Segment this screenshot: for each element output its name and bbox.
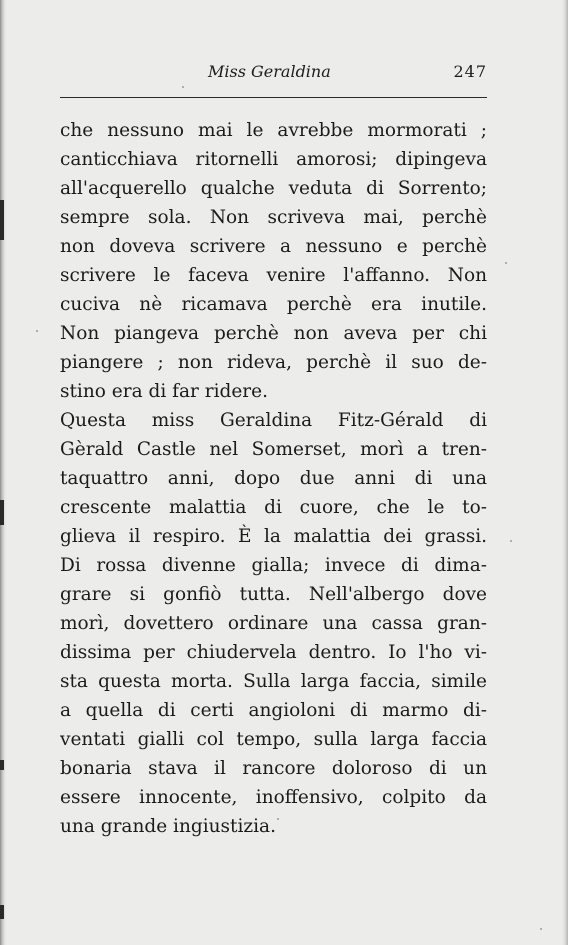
- text-line: bonaria stava il rancore doloroso di un: [60, 758, 487, 779]
- text-line: crescente malattia di cuore, che le to-: [60, 497, 487, 518]
- text-line: cuciva nè ricamava perchè era inutile.: [60, 294, 487, 315]
- text-line: scrivere le faceva venire l'affanno. Non: [60, 265, 487, 286]
- page-header: [60, 60, 487, 90]
- page-number: 247: [453, 62, 487, 81]
- text-line: sempre sola. Non scriveva mai, perchè: [60, 207, 487, 228]
- page-edge-mark: [0, 760, 4, 770]
- text-line: glieva il respiro. È la malattia dei grassi.: [60, 526, 487, 547]
- page-right-edge: [562, 0, 568, 945]
- text-line: grare si gonfiò tutta. Nell'albergo dove: [60, 584, 487, 605]
- text-line: Di rossa divenne gialla; invece di dima-: [60, 555, 487, 576]
- running-title: Miss Geraldina: [208, 62, 331, 81]
- page-left-edge: [0, 0, 6, 945]
- paper-speck: [36, 330, 38, 332]
- paper-speck: [182, 86, 184, 88]
- text-line: morì, dovettero ordinare una cassa gran-: [60, 613, 487, 634]
- text-line: essere innocente, inoffensivo, colpito da: [60, 787, 487, 808]
- text-line: all'acquerello qualche veduta di Sorrento;: [60, 178, 487, 199]
- text-line: canticchiava ritornelli amorosi; dipingeva: [60, 149, 487, 170]
- text-line: sta questa morta. Sulla larga faccia, simile: [60, 671, 487, 692]
- text-line: Non piangeva perchè non aveva per chi: [60, 323, 487, 344]
- page-edge-mark: [0, 905, 4, 919]
- paragraph: [60, 116, 487, 406]
- paper-speck: [540, 928, 542, 930]
- text-line: stino era di far ridere.: [60, 381, 268, 402]
- paper-speck: [277, 818, 279, 820]
- paper-speck: [510, 540, 512, 542]
- header-rule: [60, 97, 487, 98]
- text-line: a quella di certi angioloni di marmo di-: [60, 700, 487, 721]
- text-line: ventati gialli col tempo, sulla larga faccia: [60, 729, 487, 750]
- text-line: non doveva scrivere a nessuno e perchè: [60, 236, 487, 257]
- text-line: che nessuno mai le avrebbe mormorati ;: [60, 120, 487, 141]
- text-line: Gèrald Castle nel Somerset, morì a tren-: [60, 439, 487, 460]
- text-line: taquattro anni, dopo due anni di una: [60, 468, 487, 489]
- paragraph: [60, 406, 487, 841]
- text-line: piangere ; non rideva, perchè il suo de-: [60, 352, 487, 373]
- page-edge-mark: [0, 500, 4, 525]
- body-text: [60, 116, 487, 841]
- text-line: Questa miss Geraldina Fitz-Gérald di: [60, 410, 487, 431]
- page-edge-mark: [0, 200, 4, 240]
- text-line: una grande ingiustizia.: [60, 816, 276, 837]
- text-line: dissima per chiudervela dentro. Io l'ho vi-: [60, 642, 487, 663]
- paper-speck: [505, 262, 507, 264]
